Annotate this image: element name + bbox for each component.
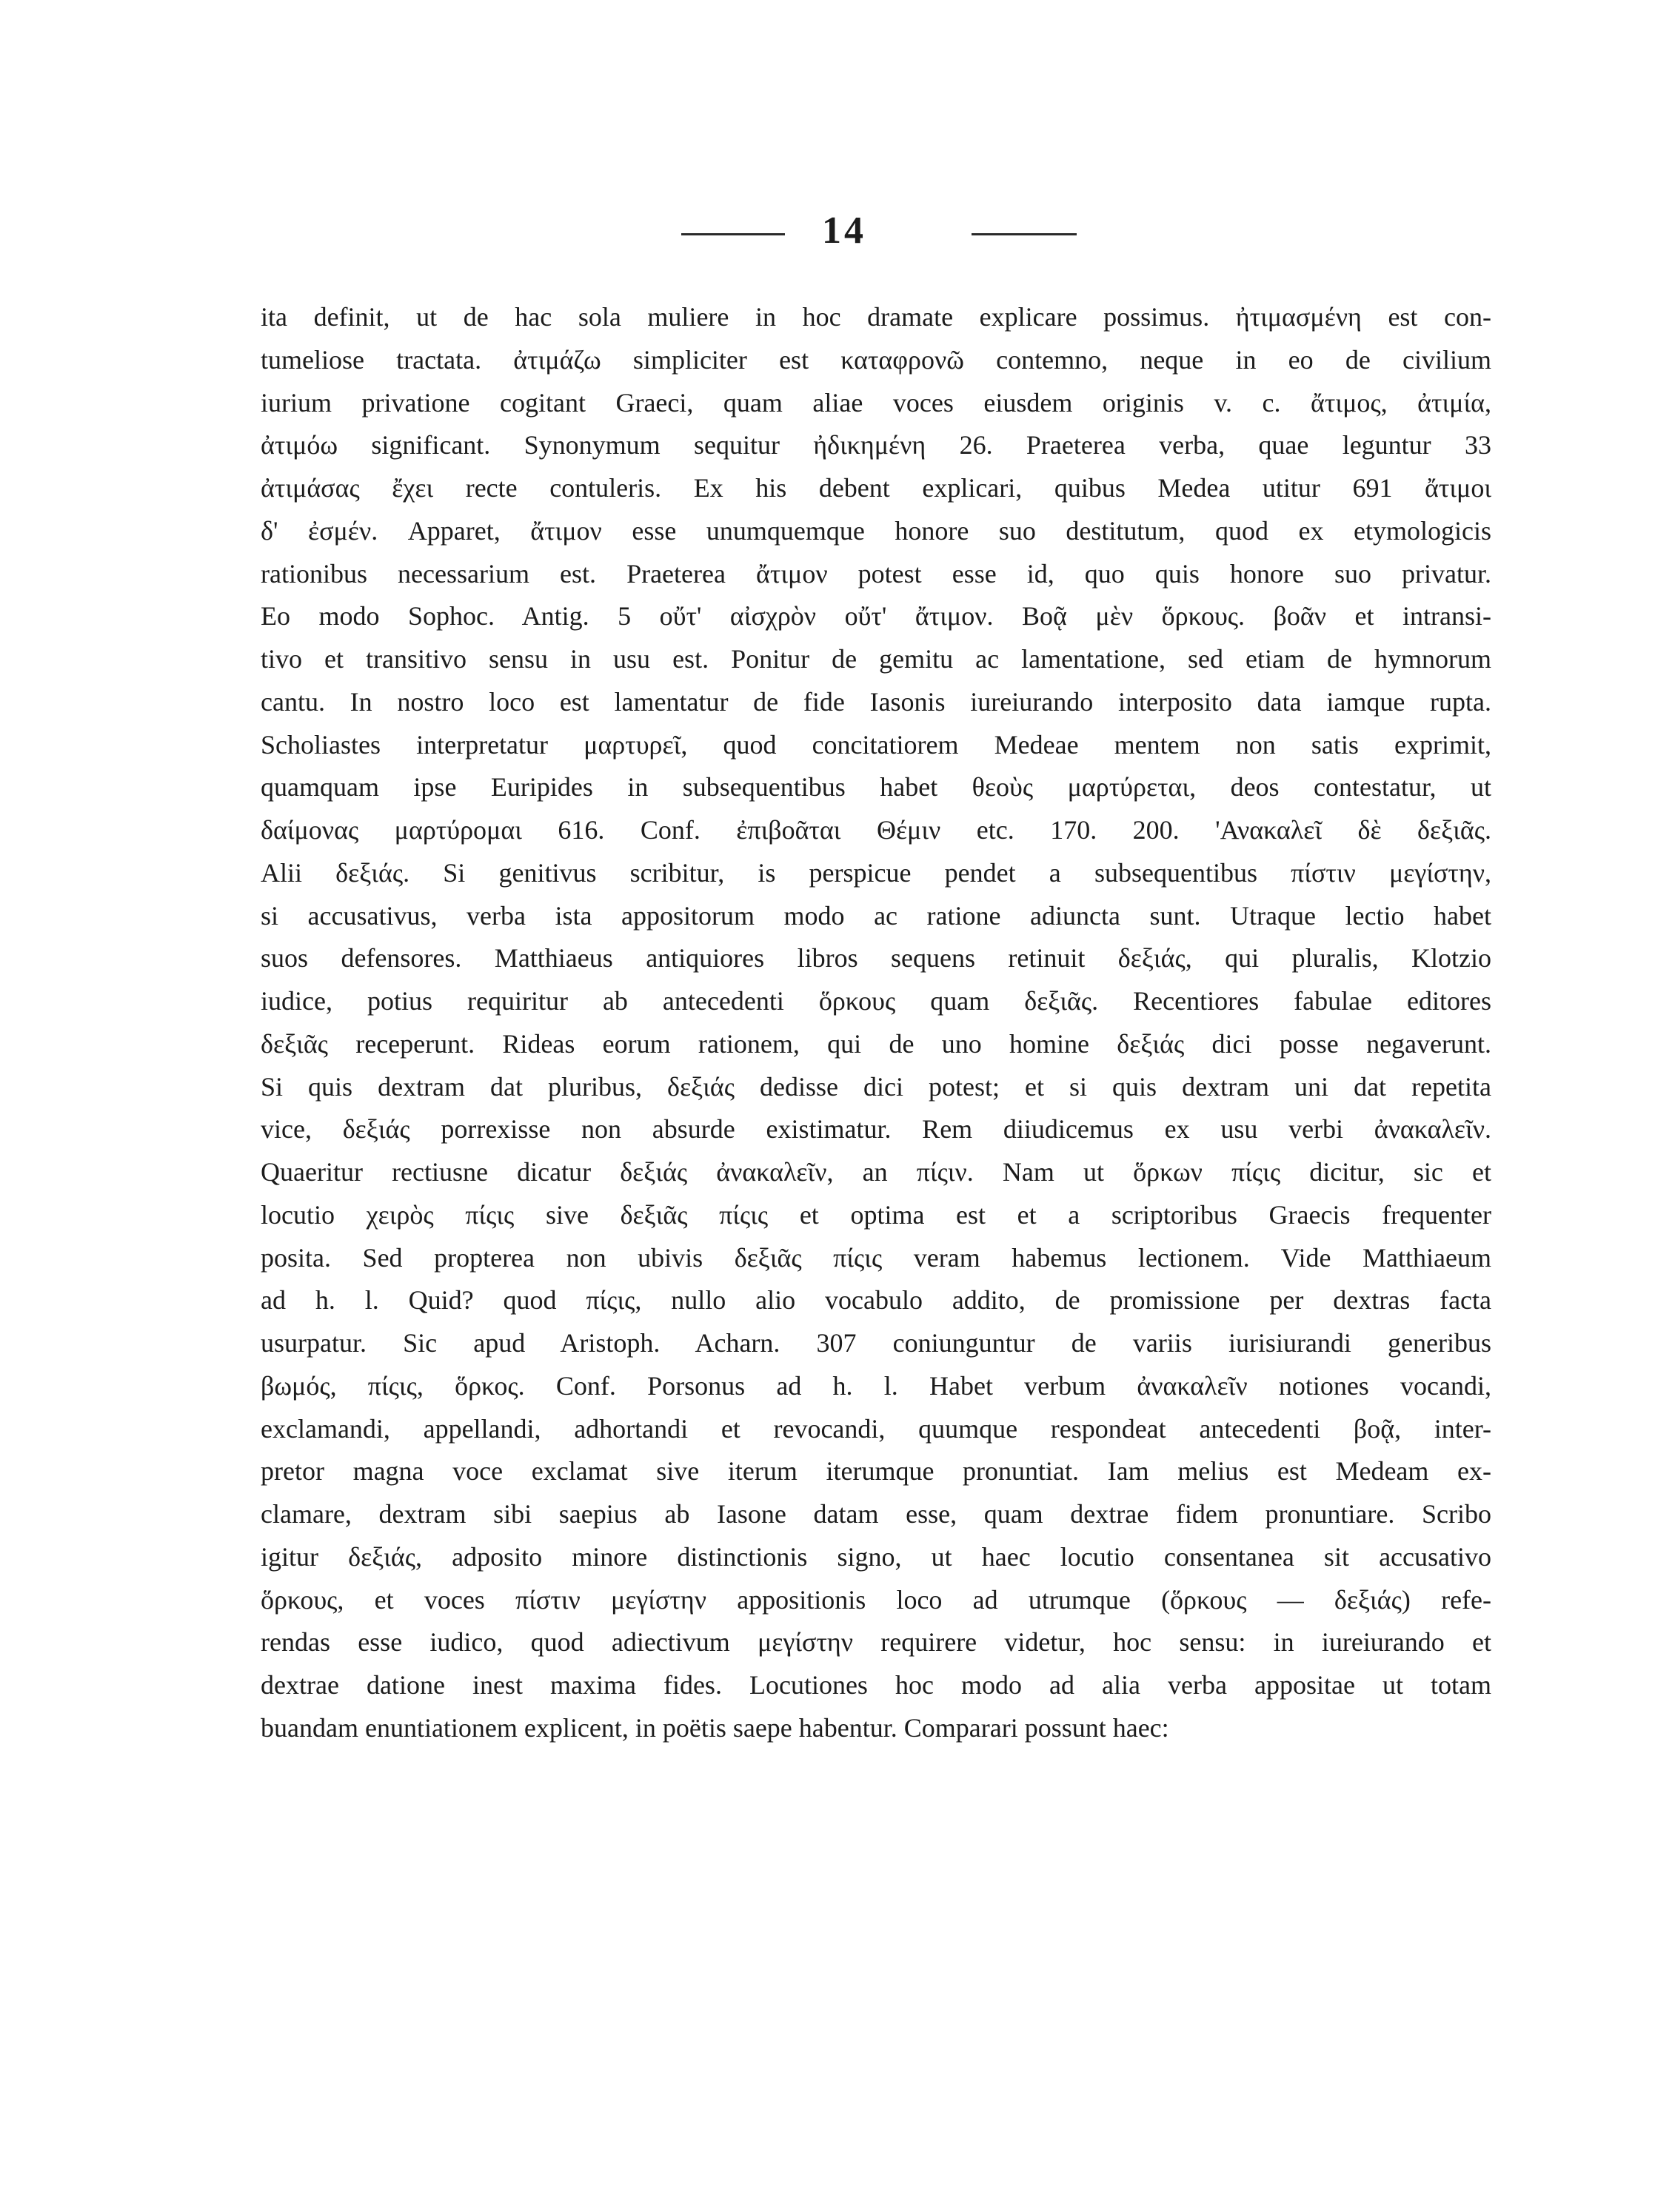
text-line: δ' ἐσμέν. Apparet, ἄτιμον esse unumquemque honore suo destitutum, quod ex etymologicis [261, 515, 1491, 546]
page-header [0, 209, 1655, 261]
text-line: clamare, dextram sibi saepius ab Iasone datam esse, quam dextrae fidem pronuntiare. Scribo [261, 1499, 1491, 1529]
text-line: usurpatur. Sic apud Aristoph. Acharn. 307 coniunguntur de variis iurisiurandi generibus [261, 1328, 1491, 1358]
page-number: 14 [822, 210, 866, 252]
header-rule-right [972, 233, 1077, 235]
text-line: ad h. l. Quid? quod πίςις, nullo alio vocabulo addito, de promissione per dextras facta [261, 1285, 1491, 1316]
text-line: exclamandi, appellandi, adhortandi et revocandi, quumque respondeat antecedenti βοᾷ, inter- [261, 1413, 1491, 1444]
text-line: rendas esse iudico, quod adiectivum μεγίστην requirere videtur, hoc sensu: in iureiurando et [261, 1627, 1491, 1658]
text-line: iurium privatione cogitant Graeci, quam aliae voces eiusdem originis v. c. ἄτιμος, ἀτιμία, [261, 387, 1491, 418]
text-line: cantu. In nostro loco est lamentatur de fide Iasonis iureiurando interposito data iamque rupta. [261, 686, 1491, 717]
text-line: dextrae datione inest maxima fides. Locutiones hoc modo ad alia verba appositae ut totam [261, 1670, 1491, 1700]
text-line: pretor magna voce exclamat sive iterum iterumque pronuntiat. Iam melius est Medeam ex- [261, 1456, 1491, 1487]
text-line: Alii δεξιάς. Si genitivus scribitur, is perspicue pendet a subsequentibus πίστιν μεγίστην, [261, 857, 1491, 888]
text-line: iudice, potius requiritur ab antecedenti ὅρκους quam δεξιᾶς. Recentiores fabulae editores [261, 986, 1491, 1016]
text-line: tumeliose tractata. ἀτιμάζω simpliciter est καταφρονῶ contemno, neque in eo de civilium [261, 344, 1491, 375]
text-line: βωμός, πίςις, ὅρκος. Conf. Porsonus ad h. l. Habet verbum ἀνακαλεῖν notiones vocandi, [261, 1370, 1491, 1401]
text-line: buandam enuntiationem explicent, in poëtis saepe habentur. Comparari possunt haec: [261, 1712, 1169, 1743]
text-line: locutio χειρὸς πίςις sive δεξιᾶς πίςις et optima est et a scriptoribus Graecis frequenter [261, 1199, 1491, 1230]
text-line: igitur δεξιάς, adposito minore distinctionis signo, ut haec locutio consentanea sit accusativo [261, 1541, 1491, 1572]
text-line: tivo et transitivo sensu in usu est. Ponitur de gemitu ac lamentatione, sed etiam de hymnorum [261, 644, 1491, 674]
text-line: vice, δεξιάς porrexisse non absurde existimatur. Rem diiudicemus ex usu verbi ἀνακαλεῖν. [261, 1114, 1491, 1144]
body-text [261, 296, 1491, 1750]
text-line: δαίμονας μαρτύρομαι 616. Conf. ἐπιβοᾶται Θέμιν etc. 170. 200. 'Ανακαλεῖ δὲ δεξιᾶς. [261, 815, 1491, 845]
text-line: si accusativus, verba ista appositorum modo ac ratione adiuncta sunt. Utraque lectio habet [261, 900, 1491, 931]
text-line: rationibus necessarium est. Praeterea ἄτιμον potest esse id, quo quis honore suo privatur. [261, 558, 1491, 589]
text-line: posita. Sed propterea non ubivis δεξιᾶς πίςις veram habemus lectionem. Vide Matthiaeum [261, 1242, 1491, 1273]
text-line: Eo modo Sophoc. Antig. 5 οὔτ' αἰσχρὸν οὔτ' ἄτιμον. Βοᾷ μὲν ὅρκους. βοᾶν et intransi- [261, 601, 1491, 631]
text-line: quamquam ipse Euripides in subsequentibus habet θεοὺς μαρτύρεται, deos contestatur, ut [261, 772, 1491, 802]
header-rule-left [681, 233, 785, 235]
text-line: ita definit, ut de hac sola muliere in hoc dramate explicare possimus. ἠτιμασμένη est con- [261, 302, 1491, 332]
text-line: Quaeritur rectiusne dicatur δεξιάς ἀνακαλεῖν, an πίςιν. Nam ut ὅρκων πίςις dicitur, sic et [261, 1157, 1491, 1187]
text-line: Scholiastes interpretatur μαρτυρεῖ, quod concitatiorem Medeae mentem non satis exprimit, [261, 729, 1491, 760]
text-line: ἀτιμόω significant. Synonymum sequitur ἠδικημένη 26. Praeterea verba, quae leguntur 33 [261, 430, 1491, 460]
text-line: δεξιᾶς receperunt. Rideas eorum rationem, qui de uno homine δεξιάς dici posse negaverunt. [261, 1028, 1491, 1059]
text-line: ἀτιμάσας ἔχει recte contuleris. Ex his debent explicari, quibus Medea utitur 691 ἄτιμοι [261, 473, 1491, 503]
text-line: suos defensores. Matthiaeus antiquiores libros sequens retinuit δεξιάς, qui pluralis, Klotzio [261, 943, 1491, 973]
text-line: ὅρκους, et voces πίστιν μεγίστην appositionis loco ad utrumque (ὅρκους — δεξιάς) refe- [261, 1584, 1491, 1615]
text-line: Si quis dextram dat pluribus, δεξιάς dedisse dici potest; et si quis dextram uni dat repetita [261, 1071, 1491, 1102]
